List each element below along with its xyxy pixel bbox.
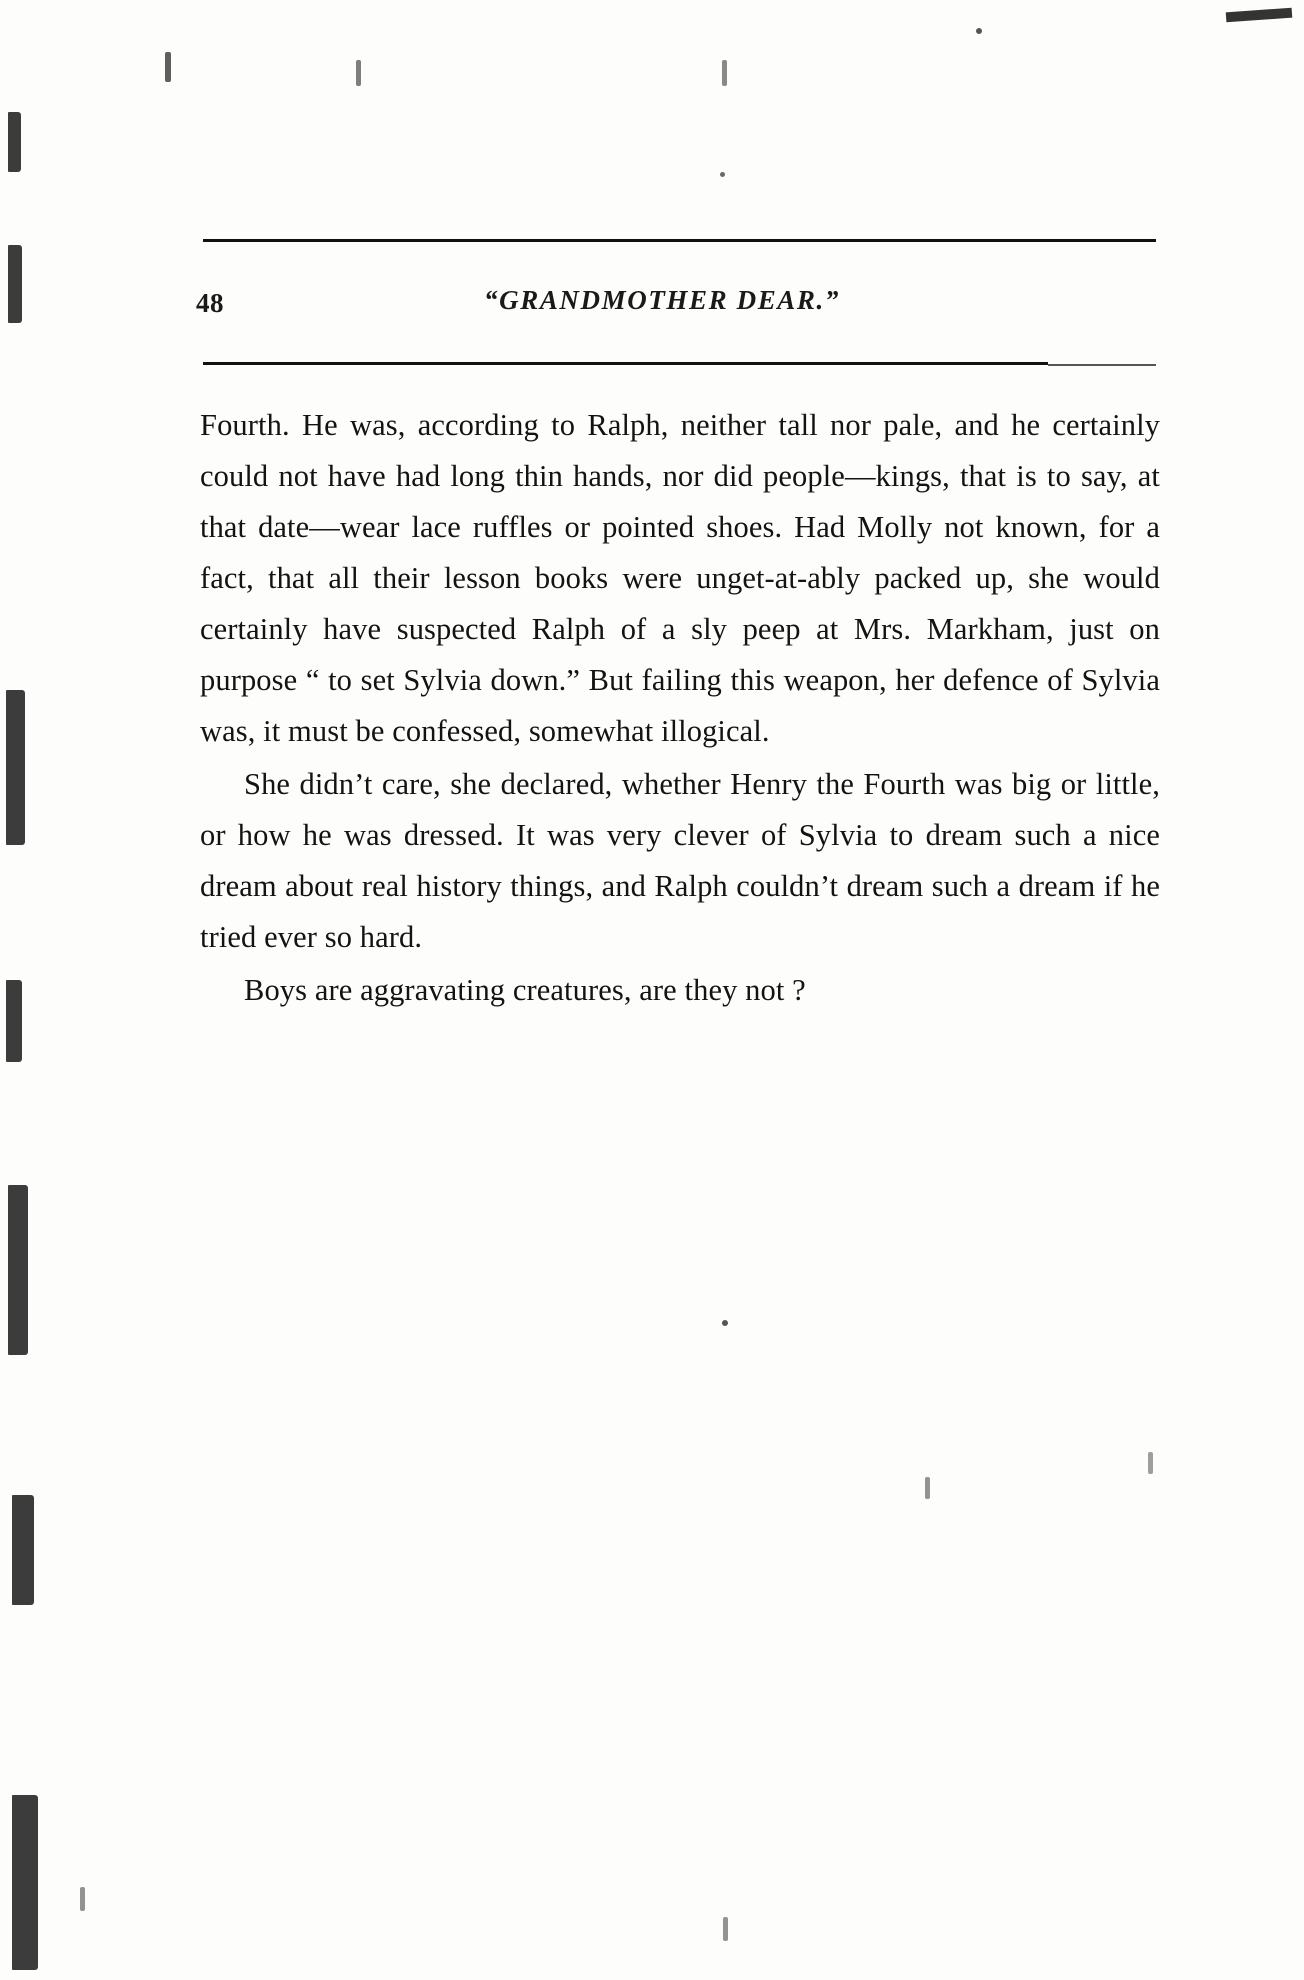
running-head: “GRANDMOTHER DEAR.”	[484, 285, 840, 315]
scan-speck	[722, 1320, 728, 1326]
gutter-shadow-mark	[12, 1795, 38, 1970]
corner-scan-artifact	[1226, 8, 1293, 23]
scan-speck	[165, 52, 171, 82]
header-rule-top	[203, 239, 1156, 242]
gutter-shadow-mark	[6, 980, 22, 1062]
header-rule-bottom	[203, 362, 1048, 365]
scan-speck	[723, 1917, 728, 1941]
page-number: 48	[196, 288, 224, 318]
scan-speck	[925, 1477, 930, 1499]
paragraph: Fourth. He was, according to Ralph, neither tall nor pale, and he certainly could not have had long thin hands, nor did people—kings, that is to say, at that date—wear lace ruffles or pointed shoes. Had Molly not known, for a fact, that all their lesson books were unget-at-ably packed up, she would certainly have suspected Ralph of a sly peep at Mrs. Markham, just on purpose “ to set Sylvia down.” But failing this weapon, her defence of Sylvia was, it must be confessed, somewhat illogical.	[200, 408, 1160, 748]
gutter-shadow-mark	[8, 112, 21, 172]
paragraph: She didn’t care, she declared, whether Henry the Fourth was big or little, or how he was dressed. It was very clever of Sylvia to dream such a nice dream about real history things, and Ralph couldn’t dream such a dream if he tried ever so hard.	[200, 767, 1160, 954]
header-rule-bottom-faint	[1048, 364, 1156, 366]
scan-speck	[1148, 1452, 1153, 1474]
scan-speck	[80, 1887, 85, 1911]
body-text-column	[200, 400, 1160, 1016]
scan-speck	[356, 60, 361, 86]
scan-speck	[720, 172, 725, 177]
gutter-shadow-mark	[6, 690, 25, 845]
scan-speck	[722, 60, 727, 86]
gutter-shadow-mark	[8, 1185, 28, 1355]
paragraph: Boys are aggravating creatures, are they not ?	[244, 973, 806, 1007]
gutter-shadow-mark	[12, 1495, 34, 1605]
scan-speck	[976, 28, 982, 34]
